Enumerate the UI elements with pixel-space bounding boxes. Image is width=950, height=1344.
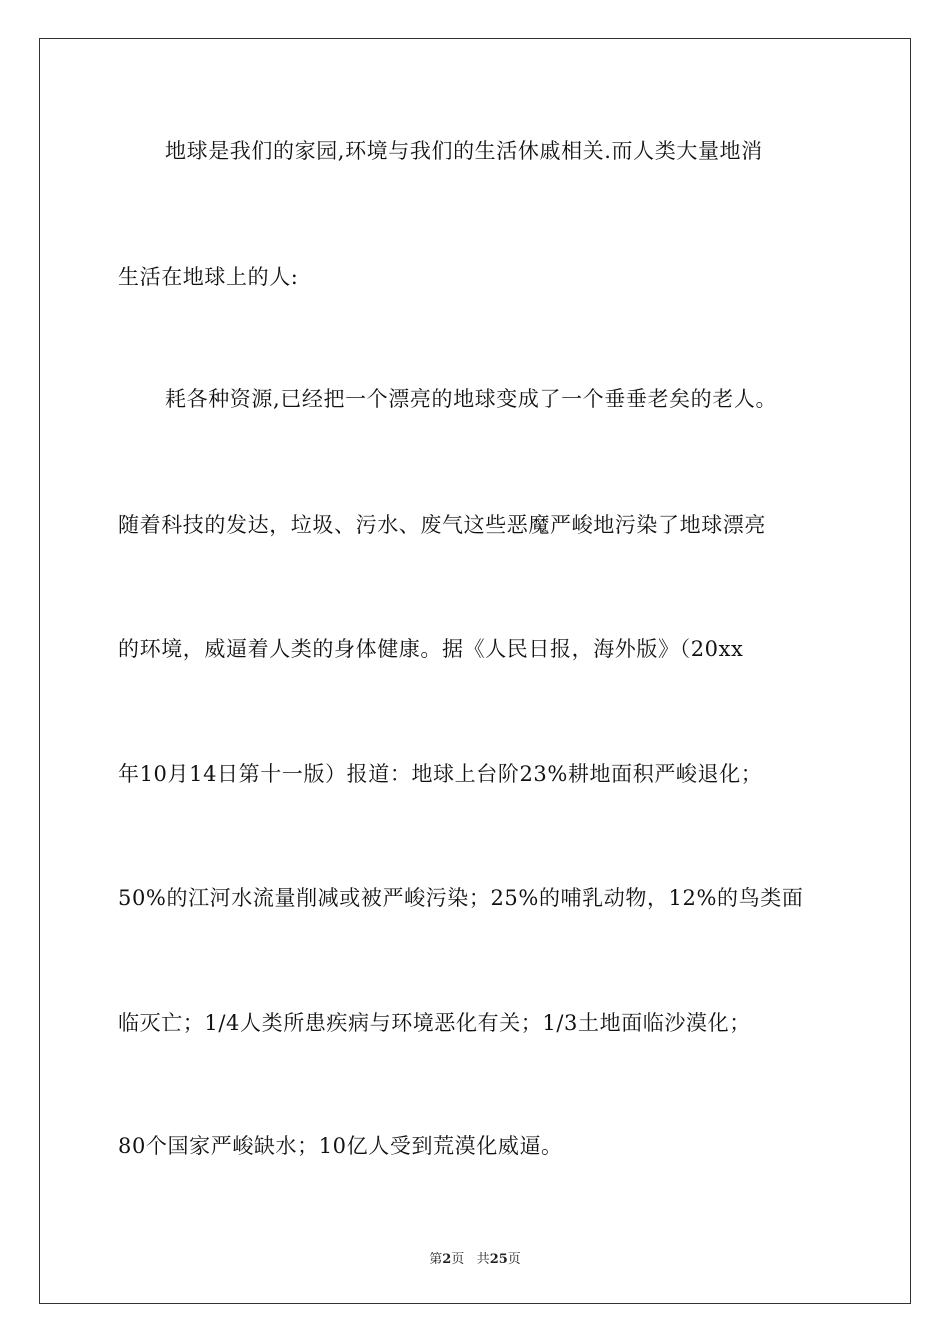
page-prefix: 第: [429, 1252, 443, 1267]
text-line-1: 地球是我们的家园,环境与我们的生活休戚相关.而人类大量地消: [165, 139, 763, 163]
total-prefix: 共: [476, 1252, 490, 1267]
page-footer: [0, 1248, 950, 1267]
text-line-9: 80个国家严峻缺水；10亿人受到荒漠化威逼。: [118, 1134, 563, 1158]
page-number: 2: [442, 1252, 452, 1267]
text-line-5: 的环境，威逼着人类的身体健康。据《人民日报，海外版》（20xx: [118, 637, 744, 661]
page-suffix: 页: [451, 1252, 465, 1267]
text-line-3: 耗各种资源,已经把一个漂亮的地球变成了一个垂垂老矣的老人。: [165, 387, 778, 411]
text-line-4: 随着科技的发达，垃圾、污水、废气这些恶魔严峻地污染了地球漂亮: [118, 513, 766, 537]
text-line-7: 50%的江河水流量削减或被严峻污染；25%的哺乳动物，12%的鸟类面: [118, 886, 804, 910]
total-suffix: 页: [507, 1252, 521, 1267]
text-line-6: 年10月14日第十一版）报道：地球上台阶23%耕地面积严峻退化；: [118, 762, 763, 786]
page-border: [39, 38, 911, 1304]
total-pages: 25: [489, 1252, 508, 1267]
text-line-2: 生活在地球上的人:: [118, 265, 299, 289]
text-line-8: 临灭亡；1/4人类所患疾病与环境恶化有关；1/3土地面临沙漠化；: [118, 1011, 751, 1035]
